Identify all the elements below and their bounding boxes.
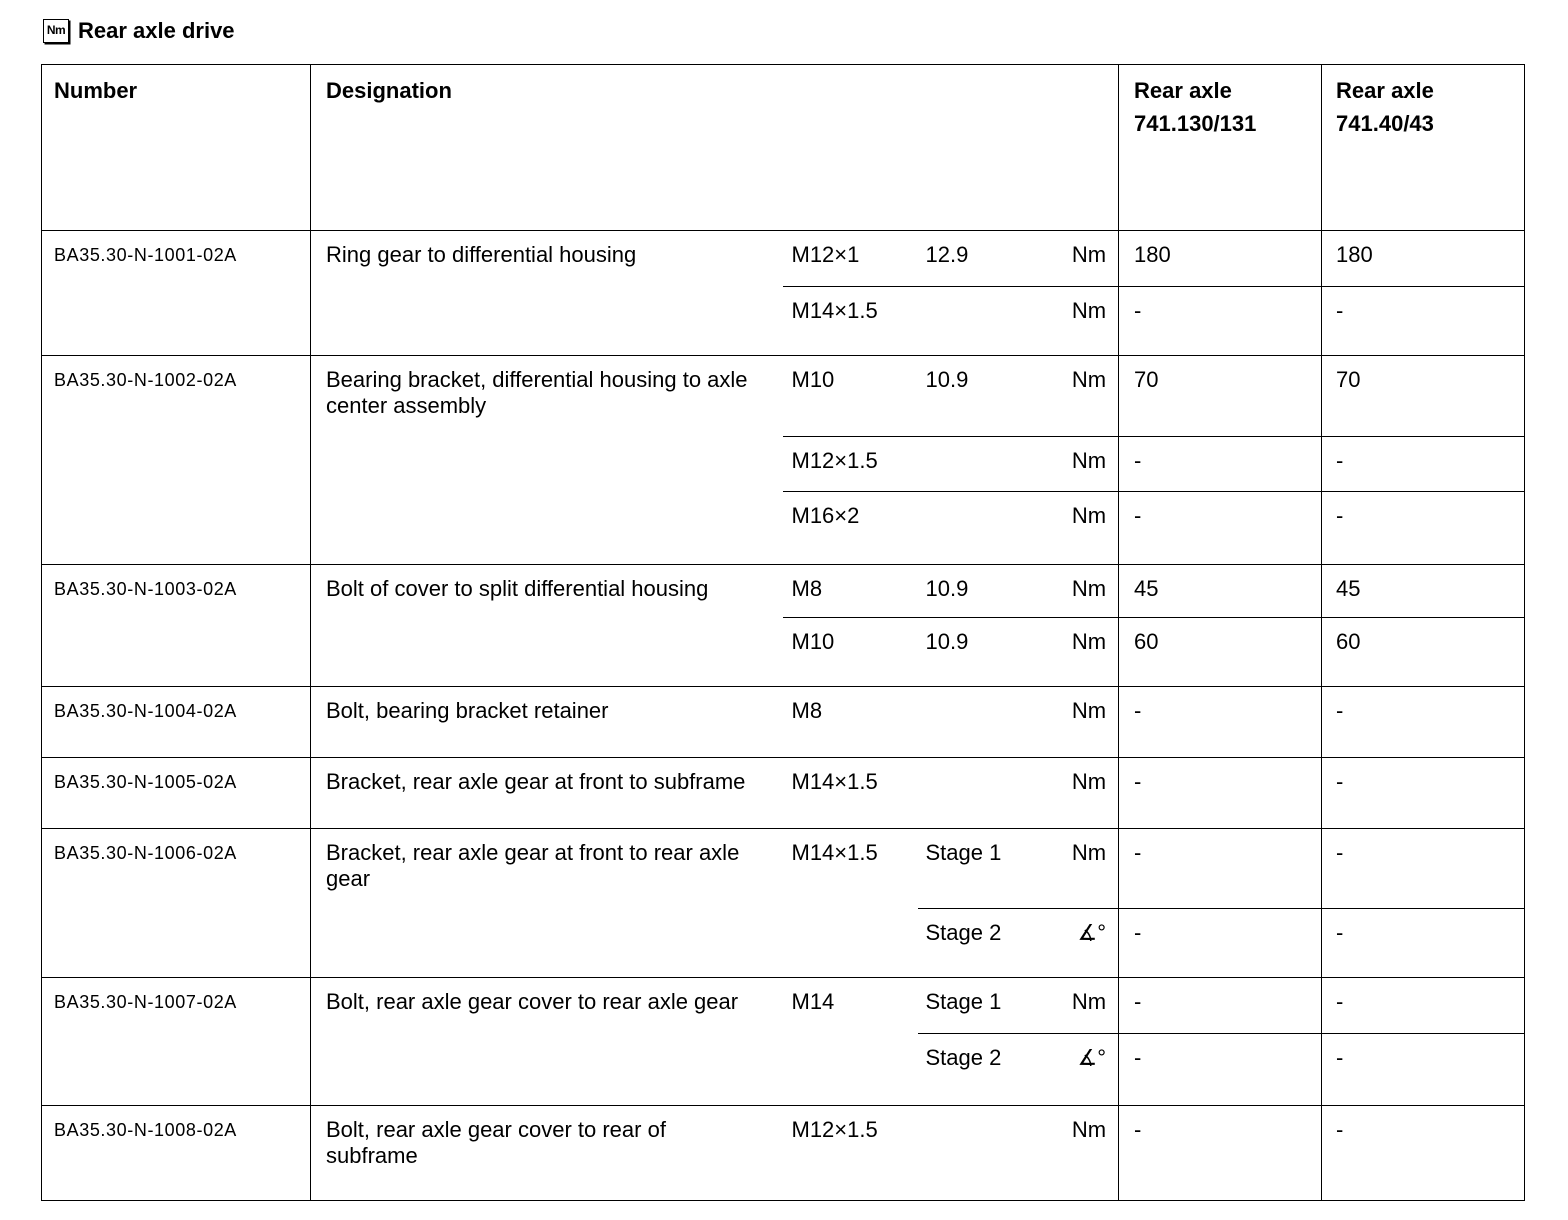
torque-value-741-130-131: 60 bbox=[1119, 618, 1322, 687]
part-number: BA35.30-N-1008-02A bbox=[42, 1106, 311, 1201]
thread-size: M10 bbox=[783, 618, 918, 687]
table-row bbox=[42, 829, 1525, 909]
designation: Bracket, rear axle gear at front to rear axle gear bbox=[311, 829, 783, 978]
table-row bbox=[42, 565, 1525, 618]
designation: Bolt, rear axle gear cover to rear of subframe bbox=[311, 1106, 783, 1201]
column-header-designation: Designation bbox=[311, 65, 1119, 231]
part-number: BA35.30-N-1004-02A bbox=[42, 687, 311, 758]
thread-size: M12×1.5 bbox=[783, 437, 918, 492]
torque-value-741-130-131: - bbox=[1119, 829, 1322, 909]
torque-value-741-40-43: 45 bbox=[1322, 565, 1525, 618]
part-number: BA35.30-N-1001-02A bbox=[42, 231, 311, 356]
torque-value-741-130-131: 180 bbox=[1119, 231, 1322, 287]
torque-value-741-130-131: - bbox=[1119, 1034, 1322, 1106]
property-class: 10.9 bbox=[918, 565, 1061, 618]
torque-value-741-130-131: - bbox=[1119, 287, 1322, 356]
designation: Bolt, rear axle gear cover to rear axle gear bbox=[311, 978, 783, 1106]
tightening-stage: Stage 2 bbox=[918, 1034, 1061, 1106]
thread-size: M12×1 bbox=[783, 231, 918, 287]
torque-value-741-130-131: 70 bbox=[1119, 356, 1322, 437]
table-row bbox=[42, 356, 1525, 437]
thread-size: M14×1.5 bbox=[783, 287, 918, 356]
unit-label: Nm bbox=[1061, 437, 1119, 492]
column-header-axle-code: 741.130/131 bbox=[1134, 111, 1257, 136]
torque-value-741-40-43: 180 bbox=[1322, 231, 1525, 287]
torque-value-741-130-131: - bbox=[1119, 1106, 1322, 1201]
part-number: BA35.30-N-1007-02A bbox=[42, 978, 311, 1106]
column-header-line: Rear axle bbox=[1134, 78, 1232, 103]
property-class bbox=[918, 437, 1061, 492]
unit-label: Nm bbox=[1061, 687, 1119, 758]
header-row bbox=[42, 65, 1525, 231]
part-number: BA35.30-N-1006-02A bbox=[42, 829, 311, 978]
thread-size: M14×1.5 bbox=[783, 829, 918, 978]
thread-size: M8 bbox=[783, 565, 918, 618]
property-class: 10.9 bbox=[918, 356, 1061, 437]
torque-value-741-130-131: - bbox=[1119, 437, 1322, 492]
unit-label: Nm bbox=[1061, 356, 1119, 437]
designation: Bearing bracket, differential housing to axle center assembly bbox=[311, 356, 783, 565]
designation: Ring gear to differential housing bbox=[311, 231, 783, 356]
torque-value-741-130-131: - bbox=[1119, 687, 1322, 758]
torque-value-741-40-43: - bbox=[1322, 687, 1525, 758]
torque-value-741-40-43: - bbox=[1322, 978, 1525, 1034]
designation: Bolt of cover to split differential housing bbox=[311, 565, 783, 687]
torque-value-741-40-43: - bbox=[1322, 909, 1525, 978]
property-class bbox=[918, 687, 1061, 758]
nm-torque-icon: Nm bbox=[43, 19, 69, 43]
column-header-number: Number bbox=[42, 65, 311, 231]
thread-size: M8 bbox=[783, 687, 918, 758]
table-row bbox=[42, 687, 1525, 758]
unit-label: Nm bbox=[1061, 758, 1119, 829]
part-number: BA35.30-N-1005-02A bbox=[42, 758, 311, 829]
torque-value-741-130-131: - bbox=[1119, 492, 1322, 565]
thread-size: M16×2 bbox=[783, 492, 918, 565]
property-class bbox=[918, 492, 1061, 565]
section-title bbox=[43, 17, 235, 45]
column-header-rear-axle-741-40-43 bbox=[1322, 65, 1525, 231]
torque-spec-table bbox=[41, 64, 1525, 1201]
torque-value-741-130-131: 45 bbox=[1119, 565, 1322, 618]
torque-value-741-40-43: - bbox=[1322, 492, 1525, 565]
property-class bbox=[918, 758, 1061, 829]
part-number: BA35.30-N-1003-02A bbox=[42, 565, 311, 687]
column-header-axle-code: 741.40/43 bbox=[1336, 111, 1434, 136]
torque-value-741-130-131: - bbox=[1119, 978, 1322, 1034]
property-class: 12.9 bbox=[918, 231, 1061, 287]
torque-value-741-130-131: - bbox=[1119, 758, 1322, 829]
torque-value-741-40-43: - bbox=[1322, 437, 1525, 492]
table-row bbox=[42, 1106, 1525, 1201]
thread-size: M14×1.5 bbox=[783, 758, 918, 829]
unit-label: Nm bbox=[1061, 287, 1119, 356]
section-title-text: Rear axle drive bbox=[78, 18, 235, 43]
property-class bbox=[918, 1106, 1061, 1201]
torque-value-741-40-43: 70 bbox=[1322, 356, 1525, 437]
torque-value-741-40-43: - bbox=[1322, 287, 1525, 356]
part-number: BA35.30-N-1002-02A bbox=[42, 356, 311, 565]
thread-size: M10 bbox=[783, 356, 918, 437]
tightening-stage: Stage 1 bbox=[918, 978, 1061, 1034]
table-row bbox=[42, 231, 1525, 287]
tightening-stage: Stage 1 bbox=[918, 829, 1061, 909]
torque-value-741-40-43: - bbox=[1322, 1034, 1525, 1106]
unit-label: Nm bbox=[1061, 492, 1119, 565]
unit-label: Nm bbox=[1061, 618, 1119, 687]
torque-value-741-40-43: 60 bbox=[1322, 618, 1525, 687]
torque-value-741-130-131: - bbox=[1119, 909, 1322, 978]
unit-label: Nm bbox=[1061, 829, 1119, 909]
table-row bbox=[42, 758, 1525, 829]
designation: Bracket, rear axle gear at front to subframe bbox=[311, 758, 783, 829]
unit-label: Nm bbox=[1061, 1106, 1119, 1201]
tightening-stage: Stage 2 bbox=[918, 909, 1061, 978]
column-header-rear-axle-741-130-131 bbox=[1119, 65, 1322, 231]
table-row bbox=[42, 978, 1525, 1034]
thread-size: M14 bbox=[783, 978, 918, 1106]
torque-value-741-40-43: - bbox=[1322, 758, 1525, 829]
angle-unit-icon: ∡° bbox=[1061, 909, 1119, 978]
column-header-line: Rear axle bbox=[1336, 78, 1434, 103]
unit-label: Nm bbox=[1061, 565, 1119, 618]
designation: Bolt, bearing bracket retainer bbox=[311, 687, 783, 758]
unit-label: Nm bbox=[1061, 231, 1119, 287]
property-class: 10.9 bbox=[918, 618, 1061, 687]
unit-label: Nm bbox=[1061, 978, 1119, 1034]
torque-value-741-40-43: - bbox=[1322, 1106, 1525, 1201]
angle-unit-icon: ∡° bbox=[1061, 1034, 1119, 1106]
torque-value-741-40-43: - bbox=[1322, 829, 1525, 909]
thread-size: M12×1.5 bbox=[783, 1106, 918, 1201]
property-class bbox=[918, 287, 1061, 356]
